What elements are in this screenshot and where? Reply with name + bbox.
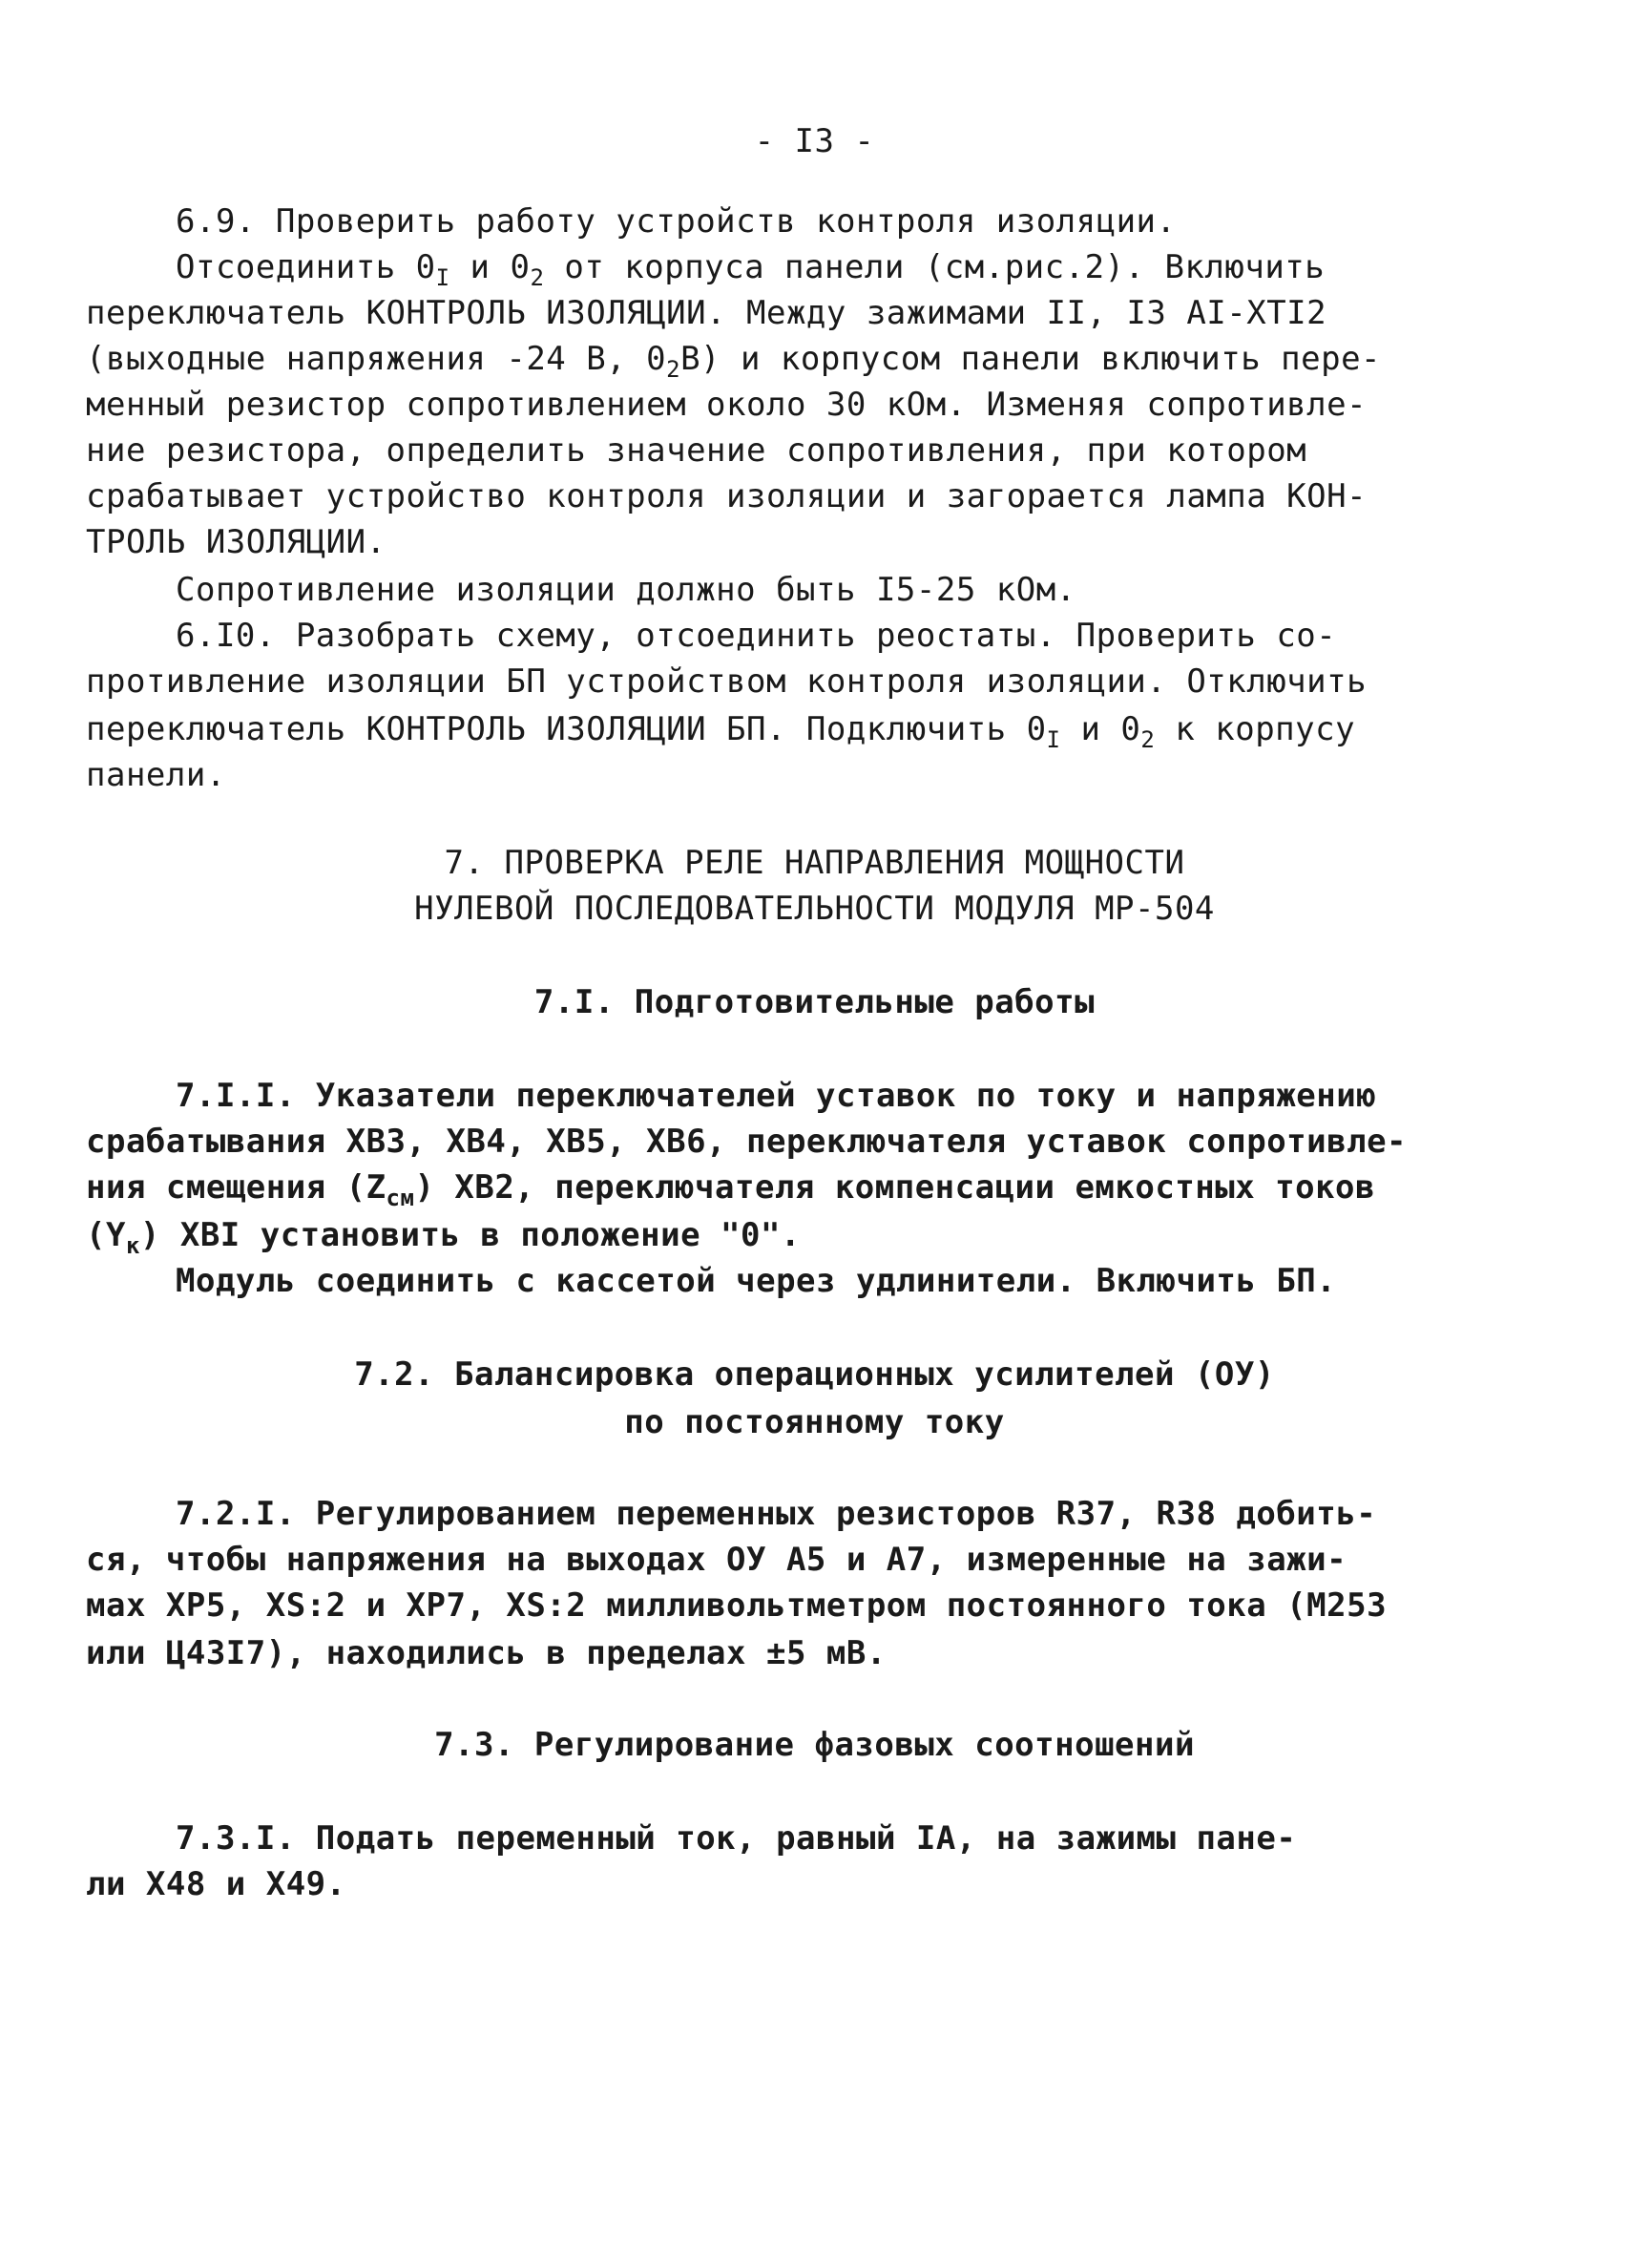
paragraph-line: $(Y_к)$ ХВI установить в положение "0". <box>86 1216 801 1259</box>
paragraph-line: (выходные напряжения -24 В, $0_2В$) и корпусом панели включить пере- <box>86 340 1382 383</box>
paragraph-line: или Ц43I7), находились в пределах ±5 мВ. <box>86 1634 887 1672</box>
paragraph-line: противление изоляции БП устройством контроля изоляции. Отключить <box>86 662 1368 701</box>
paragraph-line: 7.2.I. Регулированием переменных резисторов R37, R38 добить- <box>176 1495 1377 1533</box>
paragraph-line: Отсоединить $0_I$ и $0_2$ от корпуса панели (см.рис.2). Включить <box>176 248 1326 291</box>
section-7-2-heading-line2: по постоянному току <box>624 1403 1005 1441</box>
paragraph-line: 7.I.I. Указатели переключателей уставок по току и напряжению <box>176 1077 1377 1115</box>
section-7-3-heading: 7.3. Регулирование фазовых соотношений <box>434 1726 1195 1764</box>
paragraph-line: переключатель КОНТРОЛЬ ИЗОЛЯЦИИ БП. Подключить $0_I$ и $0_2$ к корпусу <box>86 710 1356 753</box>
paragraph-line: переключатель КОНТРОЛЬ ИЗОЛЯЦИИ. Между зажимами II, I3 AI-XTI2 <box>86 294 1327 332</box>
section-7-title-line2: НУЛЕВОЙ ПОСЛЕДОВАТЕЛЬНОСТИ МОДУЛЯ МР-504 <box>414 890 1215 928</box>
section-7-title-line1: 7. ПРОВЕРКА РЕЛЕ НАПРАВЛЕНИЯ МОЩНОСТИ <box>444 844 1185 882</box>
paragraph-line: Сопротивление изоляции должно быть I5-25 кОм. <box>176 571 1076 609</box>
page-number: - I3 - <box>754 122 875 160</box>
paragraph-line: менный резистор сопротивлением около 30 кОм. Изменяя сопротивле- <box>86 386 1368 424</box>
paragraph-line: 7.3.I. Подать переменный ток, равный IА, на зажимы пане- <box>176 1819 1297 1858</box>
paragraph-line: ние резистора, определить значение сопротивления, при котором <box>86 431 1307 470</box>
section-7-2-heading-line1: 7.2. Балансировка операционных усилителей (ОУ) <box>354 1355 1275 1394</box>
paragraph-line: мах ХР5, XS:2 и ХР7, XS:2 милливольтметром постоянного тока (М253 <box>86 1586 1388 1625</box>
paragraph-line: панели. <box>86 756 226 794</box>
paragraph-line: ния смещения $(Z_{см})$ ХВ2, переключателя компенсации емкостных токов <box>86 1168 1375 1211</box>
paragraph-line: срабатывания ХВЗ, ХВ4, ХВ5, ХВ6, переключателя уставок сопротивле- <box>86 1123 1408 1161</box>
section-6-10-heading: 6.I0. Разобрать схему, отсоединить реостаты. Проверить со- <box>176 617 1337 655</box>
paragraph-line: Модуль соединить с кассетой через удлинители. Включить БП. <box>176 1262 1337 1300</box>
section-7-1-heading: 7.I. Подготовительные работы <box>533 983 1096 1021</box>
paragraph-line: ТРОЛЬ ИЗОЛЯЦИИ. <box>86 523 386 561</box>
section-6-9-heading: 6.9. Проверить работу устройств контроля изоляции. <box>176 202 1177 241</box>
paragraph-line: срабатывает устройство контроля изоляции и загорается лампа КОН- <box>86 477 1368 515</box>
paragraph-line: ся, чтобы напряжения на выходах ОУ А5 и А7, измеренные на зажи- <box>86 1541 1347 1579</box>
paragraph-line: ли Х48 и Х49. <box>86 1865 346 1903</box>
